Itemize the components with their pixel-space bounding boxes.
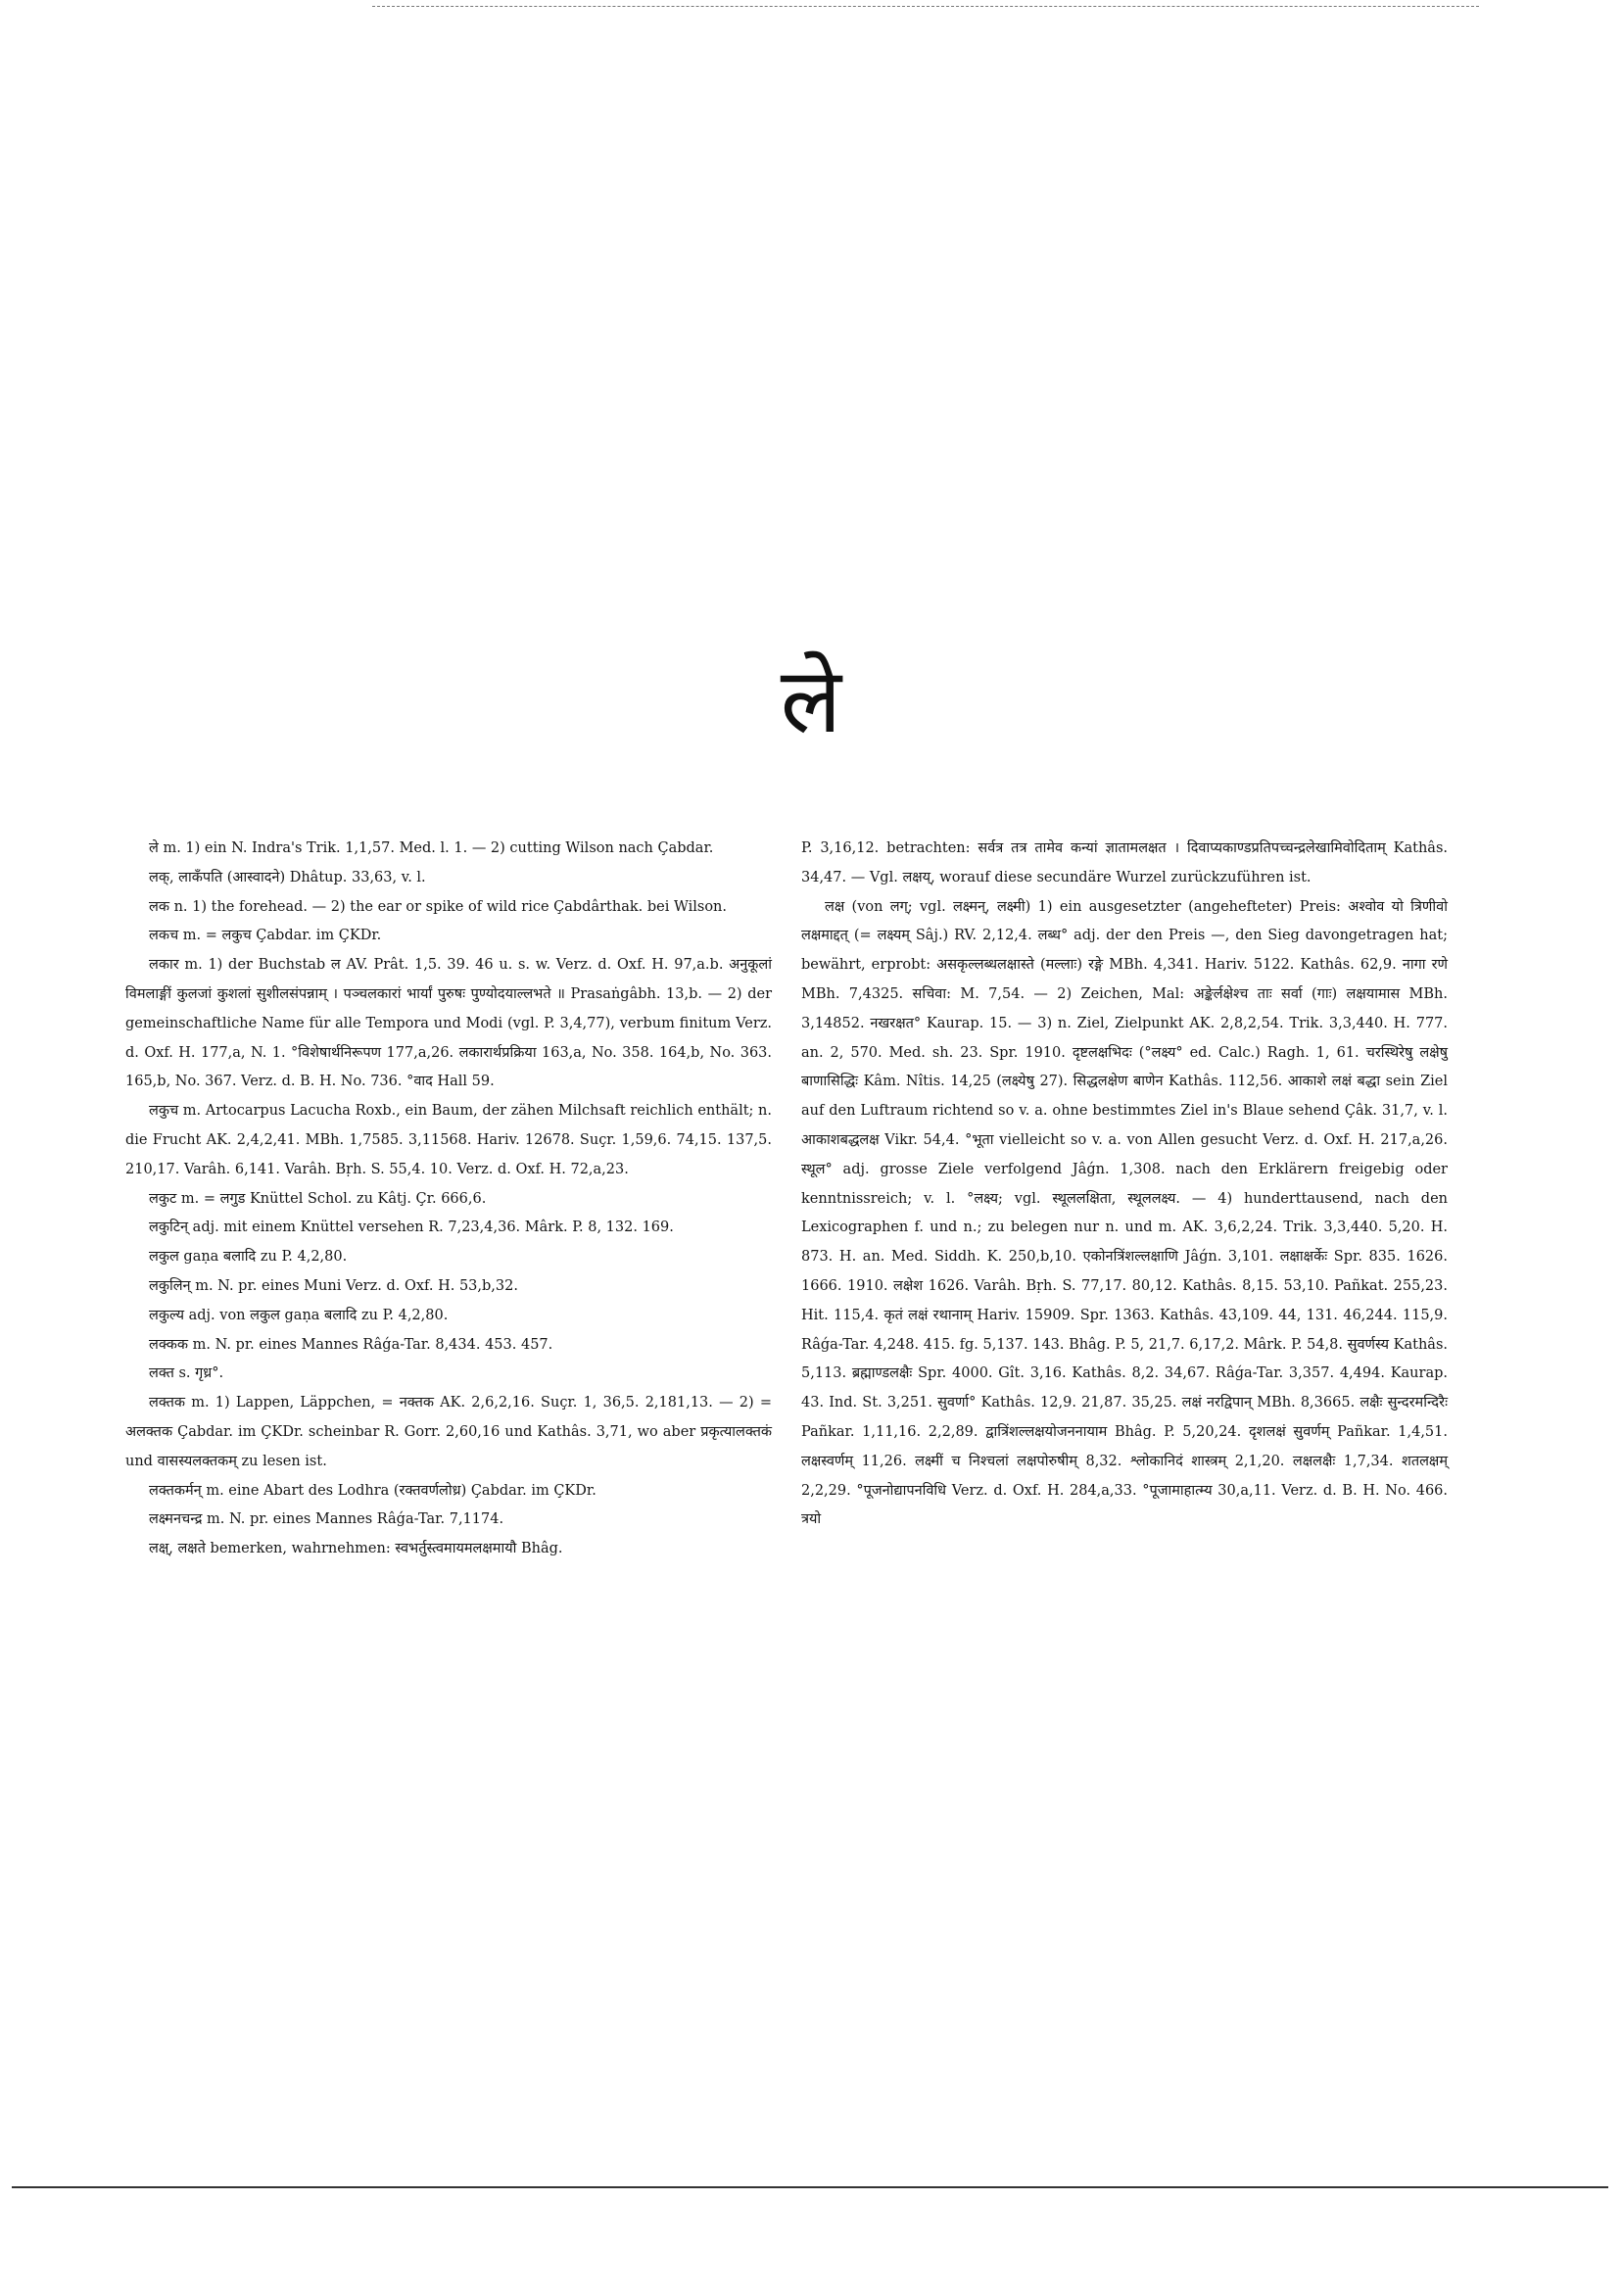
entry: लकार m. 1) der Buchstab ल AV. Prât. 1,5. 39. 46 u. s. w. Verz. d. Oxf. H. 97,a.b. अनुकूलां विमलाङ्गीं कुलजां कुशलां सुशीलसंपन्नाम् । पञ्चलकारां भार्यां पुरुषः पुण्योदयाल्लभते ॥ Prasaṅgâbh. 13,b. — 2) der gemeinschaftliche Name für alle Tempora und Modi (vgl. P. 3,4,77), verbum finitum Verz. d. Oxf. H. 177,a, N. 1. °विशेषार्थनिरूपण 177,a,26. लकारार्थप्रक्रिया 163,a, No. 358. 164,b, No. 363. 165,b, No. 367. Verz. d. B. H. No. 736. °वाद Hall 59. [125,957,772,1090]
left-column [125,835,772,1564]
entry: लकुल gaṇa बलादि zu P. 4,2,80. [149,1249,348,1266]
bottom-rule [12,2186,1608,2188]
entry: लकुट m. = लगुड Knüttel Schol. zu Kâtj. Çr. 666,6. [149,1190,487,1207]
entry: लकुल्य adj. von लकुल gaṇa बलादि zu P. 4,2,80. [149,1307,449,1323]
entry: लकच m. = लकुच Çabdar. im ÇKDr. [149,928,382,944]
top-rule [372,6,1479,7]
entry: ले m. 1) ein N. Indra's Trik. 1,1,57. Med. l. 1. — 2) cutting Wilson nach Çabdar. [149,840,714,856]
entry: लक्तक m. 1) Lappen, Läppchen, = नक्तक AK. 2,6,2,16. Suçr. 1, 36,5. 2,181,13. — 2) = अलक्तक Çabdar. im ÇKDr. scheinbar R. Gorr. 2,60,16 und Kathâs. 3,71, wo aber प्रकृत्यालक्तकं und वासस्यलक्तकम् zu lesen ist. [125,1395,772,1469]
entry: लकुच m. Artocarpus Lacucha Roxb., ein Baum, der zähen Milchsaft reichlich enthält; n. die Frucht AK. 2,4,2,41. MBh. 1,7585. 3,11568. Hariv. 12678. Suçr. 1,59,6. 74,15. 137,5. 210,17. Varâh. 6,141. Varâh. Bṛh. S. 55,4. 10. Verz. d. Oxf. H. 72,a,23. [125,1103,772,1177]
section-header-glyph: ले [780,648,842,753]
entry: लक्, लाकँपति (आस्वादने) Dhâtup. 33,63, v. l. [149,869,426,885]
entry: लक्कक m. N. pr. eines Mannes Râǵa-Tar. 8,434. 453. 457. [149,1336,553,1353]
right-column [801,835,1448,1535]
entry: लकुटिन् adj. mit einem Knüttel versehen R. 7,23,4,36. Mârk. P. 8, 132. 169. [149,1220,674,1236]
entry: लक्ष (von लग्; vgl. लक्ष्मन्, लक्ष्मी) 1) ein ausgesetzter (angehefteter) Preis: अश्वोव यो त्रिणीवो लक्षमाद्दत् (= लक्ष्यम् Sâj.) RV. 2,12,4. लब्ध° adj. der den Preis —, den Sieg davongetragen hat; bewährt, erprobt: असकृल्लब्धलक्षास्ते (मल्लाः) रङ्गे MBh. 4,341. Hariv. 5122. Kathâs. 62,9. नागा रणे MBh. 7,4325. सचिवा: M. 7,54. — 2) Zeichen, Mal: अङ्केर्लक्षेश्च ताः सर्वा (गाः) लक्षयामास MBh. 3,14852. नखरक्षत° Kaurap. 15. — 3) n. Ziel, Zielpunkt AK. 2,8,2,54. Trik. 3,3,440. H. 777. an. 2, 570. Med. sh. 23. Spr. 1910. दृष्टलक्षभिदः (°लक्ष्य° ed. Calc.) Ragh. 1, 61. चरस्थिरेषु लक्षेषु बाणासिद्धिः Kâm. Nîtis. 14,25 (लक्ष्येषु 27). सिद्धलक्षेण बाणेन Kathâs. 112,56. आकाशे लक्षं बद्धा sein Ziel auf den Luftraum richtend so v. a. ohne bestimmtes Ziel in's Blaue sehend Çâk. 31,7, v. l. आकाशबद्धलक्ष Vikr. 54,4. °भूता vielleicht so v. a. von Allen gesucht Verz. d. Oxf. H. 217,a,26. स्थूल° adj. grosse Ziele verfolgend Jâǵn. 1,308. nach den Erklärern freigebig oder kenntnissreich; v. l. °लक्ष्य; vgl. स्थूललक्षिता, स्थूललक्ष्य. — 4) hunderttausend, nach den Lexicographen f. und n.; zu belegen nur n. und m. AK. 3,6,2,24. Trik. 3,3,440. 5,20. H. 873. H. an. Med. Siddh. K. 250,b,10. एकोनत्रिंशल्लक्षाणि Jâǵn. 3,101. लक्षाक्षर्केः Spr. 835. 1626. 1666. 1910. लक्षेश 1626. Varâh. Bṛh. S. 77,17. 80,12. Kathâs. 8,15. 53,10. Pañkat. 255,23. Hit. 115,4. कृतं लक्षं रथानाम् Hariv. 15909. Spr. 1363. Kathâs. 43,109. 44, 131. 46,244. 115,9. Râǵa-Tar. 4,248. 415. fg. 5,137. 143. Bhâg. P. 5, 21,7. 6,17,2. Mârk. P. 54,8. सुवर्णस्य Kathâs. 5,113. ब्रह्माण्डलक्षैः Spr. 4000. Gît. 3,16. Kathâs. 8,2. 34,67. Râǵa-Tar. 3,357. 4,494. Kaurap. 43. Ind. St. 3,251. सुवर्णा° Kathâs. 12,9. 21,87. 35,25. लक्षं नरद्विपान् MBh. 8,3665. लक्षैः सुन्दरमन्दिरैः Pañkar. 1,11,16. 2,2,89. द्वात्रिंशल्लक्षयोजननायाम Bhâg. P. 5,20,24. दृशलक्षं सुवर्णम् Pañkar. 1,4,51. लक्षस्वर्णम् 11,26. लक्ष्मीं च निश्चलां लक्षपोरुषीम् 8,32. श्लोकानिदं शास्त्रम् 2,1,20. लक्षलक्षैः 1,7,34. शतलक्षम् 2,2,29. °पूजनोद्यापनविधि Verz. d. Oxf. H. 284,a,33. °पूजामाहात्म्य 30,a,11. Verz. d. B. H. No. 466. त्रयो [801,898,1448,1528]
entry: P. 3,16,12. betrachten: सर्वत्र तत्र तामेव कन्यां ज्ञातामलक्षत । दिवाप्यकाण्डप्रतिपच्चन्द्रलेखामिवोदिताम् Kathâs. 34,47. — Vgl. लक्षय्, worauf diese secundäre Wurzel zurückzuführen ist. [801,840,1448,885]
entry: लक्तकर्मन् m. eine Abart des Lodhra (रक्तवर्णलोध्र) Çabdar. im ÇKDr. [149,1482,596,1499]
entry: लक्ष्, लक्षते bemerken, wahrnehmen: स्वभर्तुस्त्वमायमलक्षमायौ Bhâg. [149,1541,563,1557]
entry: लक्ष्मनचन्द्र m. N. pr. eines Mannes Râǵa-Tar. 7,1174. [149,1511,504,1528]
entry: लक n. 1) the forehead. — 2) the ear or spike of wild rice Çabdârthak. bei Wilson. [149,898,727,915]
entry: लक्त s. गृध्र°. [149,1365,224,1382]
entry: लकुलिन् m. N. pr. eines Muni Verz. d. Oxf. H. 53,b,32. [149,1277,518,1294]
